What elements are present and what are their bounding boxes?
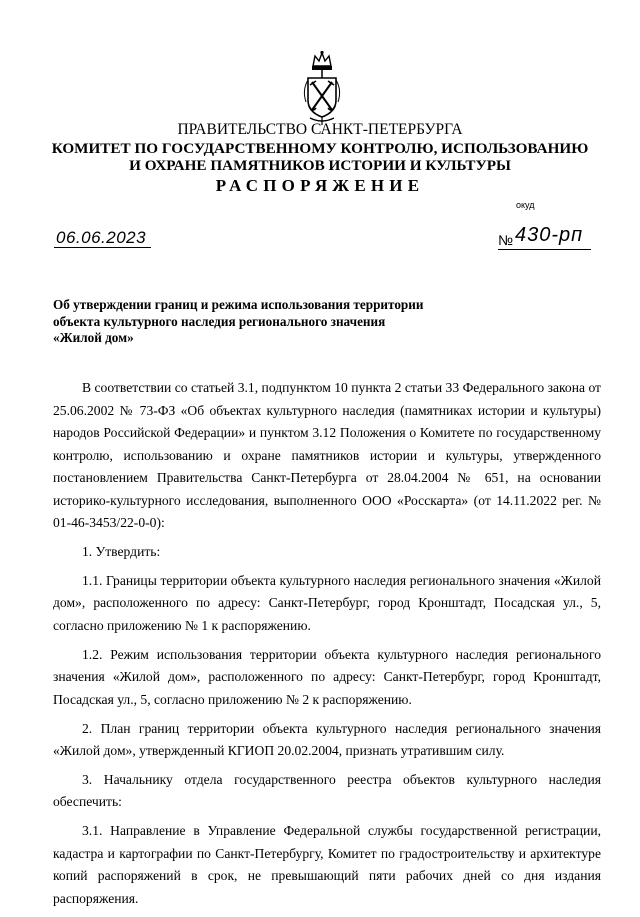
preamble-paragraph: В соответствии со статьей 3.1, подпунктом 10 пункта 2 статьи 33 Федерального закона от 25.06.2002 № 73-ФЗ «Об объектах культурного наследия (памятниках истории и культуры) народов Российской Федерации» и пунктом 3.12 Положения о Комитете по государственному контролю, использованию и охране памятников истории и культуры, утвержденного постановлением Правительства Санкт-Петербурга от 28.04.2004 № 651, на основании историко-культурного исследования, выполненного ООО «Росскарта» (от 14.11.2022 рег. № 01-46-3453/22-0-0): — [53, 380, 601, 530]
number-sign: № — [498, 232, 514, 248]
st-petersburg-coat-of-arms-icon — [300, 50, 344, 126]
document-number: 430-рп — [515, 224, 584, 246]
document-date: 06.06.2023 — [56, 228, 147, 247]
committee-name-line2: И ОХРАНЕ ПАМЯТНИКОВ ИСТОРИИ И КУЛЬТУРЫ — [129, 157, 511, 174]
okud-label: окуд — [516, 200, 535, 210]
paragraph-3-1: 3.1. Направление в Управление Федеральной службы государственной регистрации, кадастра и картографии по Санкт-Петербургу, Комитет по градостроительству и архитектуре копий распоряжений в срок, не превышающий пяти рабочих дней со дня издания распоряжения. — [53, 823, 601, 906]
paragraph-1: 1. Утвердить: — [82, 543, 161, 559]
date-underline — [54, 247, 151, 248]
subject-line1: Об утверждении границ и режима использования территории — [53, 297, 424, 312]
paragraph-3: 3. Начальнику отдела государственного реестра объектов культурного наследия обеспечить: — [53, 771, 601, 810]
paragraph-1-1: 1.1. Границы территории объекта культурного наследия регионального значения «Жилой дом», расположенного по адресу: Санкт-Петербург, город Кронштадт, Посадская ул., 5, согласно приложению № 1 к распоряжению. — [53, 572, 601, 633]
number-underline — [498, 249, 591, 250]
committee-name-line1: КОМИТЕТ ПО ГОСУДАРСТВЕННОМУ КОНТРОЛЮ, ИСПОЛЬЗОВАНИЮ — [51, 140, 589, 157]
document-type: РАСПОРЯЖЕНИЕ — [215, 176, 425, 195]
committee-name — [0, 140, 640, 174]
subject-line2: объекта культурного наследия регионального значения — [53, 313, 386, 329]
government-name: ПРАВИТЕЛЬСТВО САНКТ-ПЕТЕРБУРГА — [177, 121, 463, 138]
subject-line3: «Жилой дом» — [53, 330, 134, 345]
paragraph-1-2: 1.2. Режим использования территории объекта культурного наследия регионального значения «Жилой дом», расположенного по адресу: Санкт-Петербург, город Кронштадт, Посадская ул., 5, согласно приложению № 2 к распоряжению. — [53, 646, 601, 707]
document-subject — [53, 297, 423, 347]
paragraph-2: 2. План границ территории объекта культурного наследия регионального значения «Жилой дом», утвержденный КГИОП 20.02.2004, признать утратившим силу. — [53, 720, 601, 759]
document-body — [53, 377, 601, 917]
